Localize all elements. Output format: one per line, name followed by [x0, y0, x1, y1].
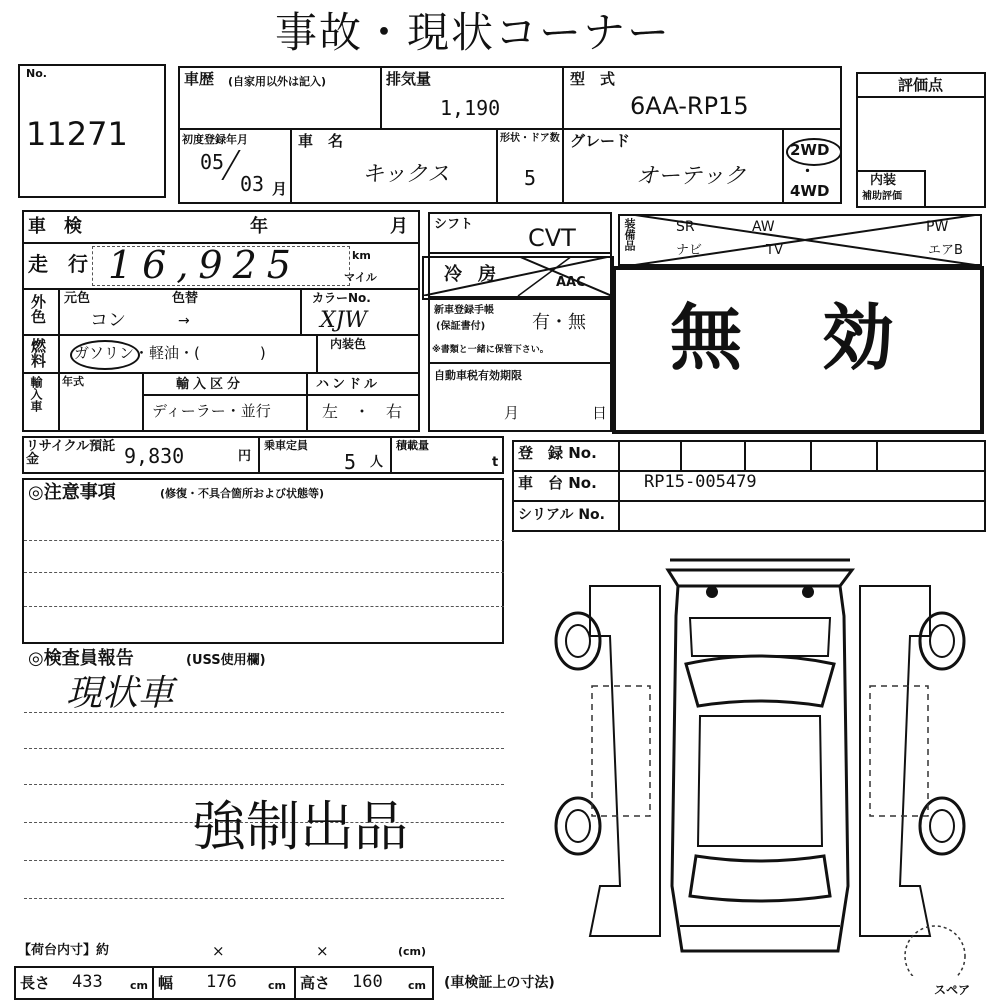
import-kubun-value: ディーラー・並行 — [152, 402, 271, 420]
equip-tv: TV — [766, 243, 783, 258]
cargo-unit: (cm) — [398, 945, 427, 958]
length-unit: cm — [130, 979, 148, 992]
equip-aw: AW — [752, 219, 775, 235]
vehicle-diagram — [550, 556, 970, 976]
page-title: 事故・現状コーナー — [275, 8, 672, 57]
first-reg-label: 初度登録年月 — [182, 133, 248, 146]
ac-cross-out — [422, 256, 612, 296]
lot-label: No. — [26, 67, 47, 80]
mileage-label: 走 行 — [28, 252, 88, 276]
displacement-label: 排気量 — [386, 70, 432, 88]
shift-value: CVT — [528, 224, 576, 252]
first-reg-unit: 月 — [272, 180, 288, 198]
color-label: 外色 — [29, 294, 47, 324]
capacity-unit: 人 — [370, 455, 384, 470]
width-value: 176 — [206, 972, 237, 992]
expiry-month: 月 — [504, 404, 520, 422]
width-label: 幅 — [158, 974, 174, 992]
doors-label: 形状・ドア数 — [500, 133, 560, 144]
import-handle-label: ハンドル — [316, 377, 381, 392]
lot-number: 11271 — [26, 115, 128, 153]
ac-aac: AAC — [556, 275, 586, 290]
equip-airbag: エアB — [928, 243, 963, 258]
interior-color-label: 内装色 — [330, 337, 367, 351]
mileage-value: 16,925 — [108, 243, 301, 287]
expiry-label: 自動車税有効期限 — [434, 369, 522, 382]
forced-listing: 強制出品 — [192, 795, 408, 858]
inspector-handwritten: 現状車 — [66, 673, 175, 714]
import-kubun-label: 輸入区分 — [176, 377, 245, 392]
equip-navi: ナビ — [676, 243, 703, 258]
load-label: 積載量 — [396, 439, 429, 452]
mileage-mile: マイル — [344, 271, 377, 284]
capacity-value: 5 — [344, 450, 357, 474]
equip-pw: PW — [926, 219, 949, 235]
car-name-value: キックス — [362, 162, 450, 187]
shaken-year: 年 — [250, 216, 268, 237]
cargo-label: 【荷台内寸】約 — [18, 943, 110, 958]
drive-sep: ・ — [800, 162, 816, 180]
color-arrow: → — [178, 313, 190, 329]
equipment-label: 装備品 — [623, 218, 636, 251]
recycle-value: 9,830 — [124, 444, 185, 468]
color-change-label: 色替 — [172, 291, 199, 306]
height-value: 160 — [352, 972, 383, 992]
import-year-label: 年式 — [62, 375, 84, 388]
width-unit: cm — [268, 979, 286, 992]
model-type-value: 6AA-RP15 — [630, 92, 749, 120]
shift-label: シフト — [434, 217, 474, 232]
drive-4wd: 4WD — [790, 182, 830, 200]
grade-value: オーテック — [636, 164, 747, 189]
recycle-unit: 円 — [238, 449, 252, 464]
caution-label: ◎注意事項 — [28, 482, 116, 503]
displacement-value: 1,190 — [440, 96, 501, 120]
cargo-x2: × — [316, 942, 329, 960]
cargo-x1: × — [212, 942, 225, 960]
doors-value: 5 — [524, 166, 537, 190]
inspector-label: ◎検査員報告 — [28, 648, 134, 669]
caution-sub: (修復・不具合箇所および状態等) — [160, 487, 325, 500]
capacity-label: 乗車定員 — [264, 439, 308, 452]
length-value: 433 — [72, 972, 103, 992]
height-unit: cm — [408, 979, 426, 992]
fuel-gasoline-circle — [70, 340, 140, 370]
registration-label: 登 録 No. — [518, 444, 597, 462]
expiry-day: 日 — [592, 404, 608, 422]
height-label: 高さ — [300, 974, 331, 992]
recycle-label: リサイクル預託金 — [26, 439, 116, 467]
new-reg-value: 有・無 — [532, 312, 586, 333]
ac-label: 冷房 — [444, 264, 512, 285]
mileage-km: km — [352, 249, 371, 262]
first-reg-year: 05 — [200, 150, 225, 174]
chassis-value: RP15-005479 — [644, 472, 757, 492]
history-note: (自家用以外は記入) — [228, 75, 327, 88]
new-reg-label: 新車登録手帳 — [434, 305, 494, 316]
interior-sub-label: 補助評価 — [862, 191, 902, 202]
length-label: 長さ — [20, 974, 51, 992]
model-type-label: 型 式 — [570, 70, 616, 88]
inspector-sub: (USS使用欄) — [186, 653, 266, 668]
new-reg-sub: (保証書付) — [436, 321, 486, 332]
color-no-value: XJW — [320, 308, 368, 333]
import-label: 輸入車 — [29, 376, 43, 412]
color-original: コン — [90, 310, 126, 331]
drive-2wd: 2WD — [790, 141, 830, 159]
equip-sr: SR — [676, 219, 695, 235]
import-handle-value: 左 ・ 右 — [322, 402, 403, 421]
color-original-label: 元色 — [64, 291, 91, 306]
car-name-label: 車 名 — [298, 132, 344, 150]
load-unit: t — [492, 455, 499, 470]
chassis-label: 車 台 No. — [518, 474, 597, 492]
dims-note: (車検証上の寸法) — [444, 975, 555, 991]
first-reg-month: 03 — [240, 172, 265, 196]
fuel-label: 燃料 — [29, 338, 47, 368]
new-reg-note: ※書類と一緒に保管下さい。 — [432, 345, 549, 355]
shaken-label: 車 検 — [28, 216, 82, 237]
fuel-options: ガソリン・軽油・( ) — [74, 344, 266, 362]
spare-label: スペア — [934, 983, 971, 997]
color-no-label: カラーNo. — [312, 291, 371, 305]
invalid-stamp: 無 効 — [670, 296, 899, 380]
history-label: 車歴 — [184, 70, 215, 88]
equipment-cross-out — [618, 214, 982, 266]
interior-score-label: 内装 — [870, 173, 897, 188]
score-label: 評価点 — [898, 76, 944, 94]
shaken-month: 月 — [390, 216, 408, 237]
grade-label: グレード — [570, 132, 631, 150]
serial-label: シリアル No. — [518, 507, 605, 523]
